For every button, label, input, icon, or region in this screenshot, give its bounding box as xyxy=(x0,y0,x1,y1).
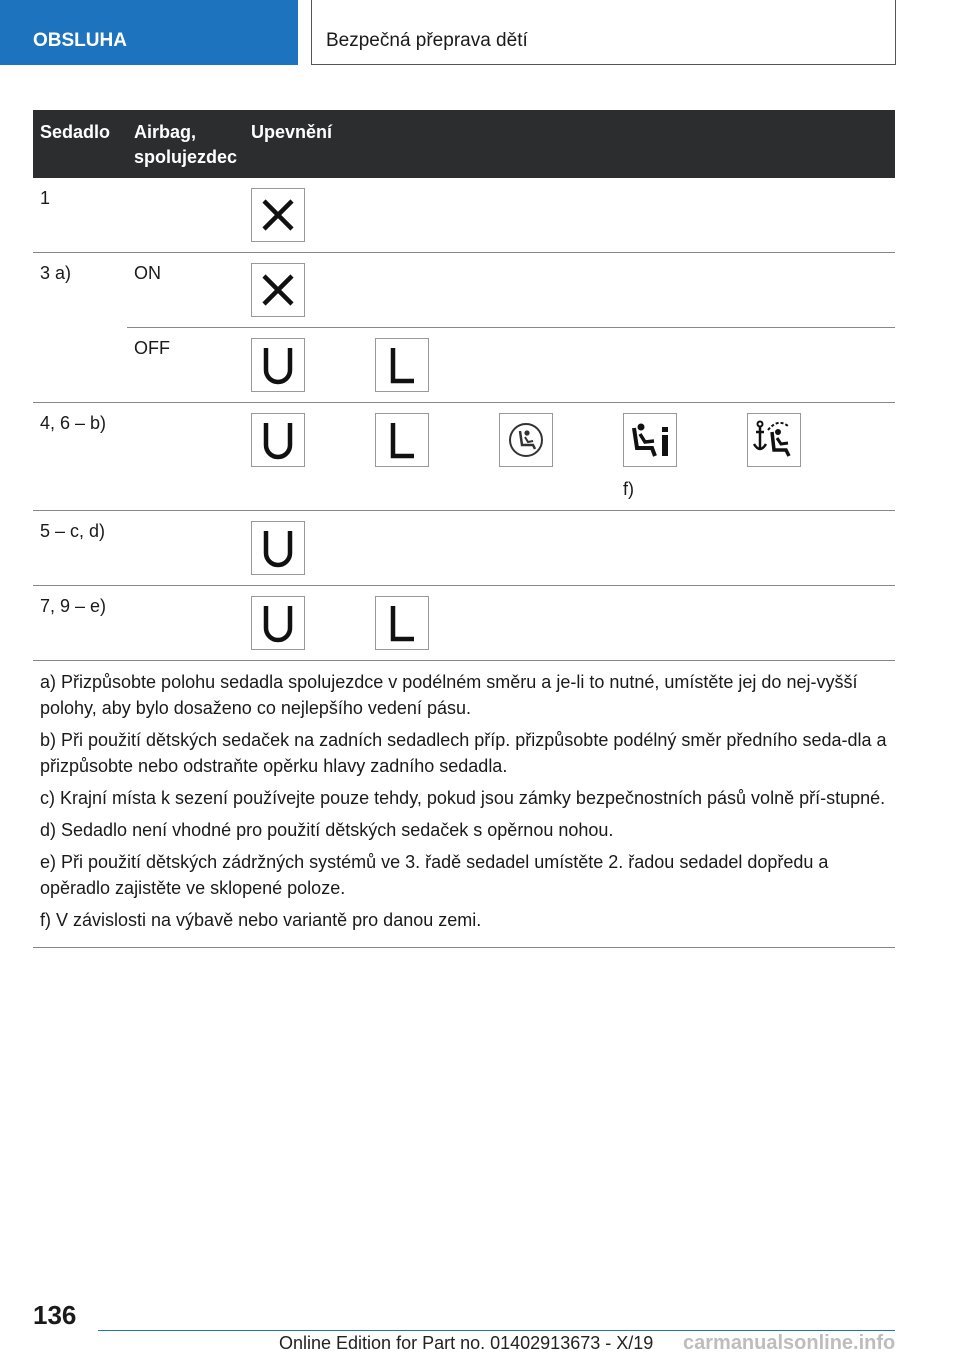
icon-slot xyxy=(499,413,623,467)
fixing-cell xyxy=(244,328,895,403)
fixing-icons xyxy=(251,188,888,242)
fixing-icons xyxy=(251,338,888,392)
universal-u-icon xyxy=(251,338,305,392)
edition-info: Online Edition for Part no. 01402913673 - X/19 xyxy=(279,1333,654,1353)
footnote-e: e) Při použití dětských zádržných systémů ve 3. řadě sedadel umístěte 2. řadou sedadel dopředu a opěradlo zajistěte ve sklopené poloze. xyxy=(40,852,829,898)
icon-slot xyxy=(747,413,871,467)
fixing-icons xyxy=(251,263,888,317)
seat-cell xyxy=(33,328,127,403)
airbag-cell xyxy=(127,586,244,661)
icon-slot xyxy=(623,413,747,500)
seat-cell: 5 – c, d) xyxy=(33,511,127,586)
section-tab[interactable]: OBSLUHA xyxy=(0,0,298,65)
universal-u-icon xyxy=(251,521,305,575)
col-header-seat: Sedadlo xyxy=(33,110,127,178)
footnotes xyxy=(33,659,895,948)
semi-universal-l-icon xyxy=(375,413,429,467)
icon-footnote-ref: f) xyxy=(623,479,635,499)
footnote-c: c) Krajní místa k sezení používejte pouze tehdy, pokud jsou zámky bezpečnostních pásů volně pří-stupné. xyxy=(40,788,886,808)
fixing-cell xyxy=(244,511,895,586)
airbag-cell xyxy=(127,178,244,253)
fixing-icons xyxy=(251,413,888,500)
icon-slot xyxy=(375,596,499,650)
icon-slot xyxy=(251,521,375,575)
airbag-cell: OFF xyxy=(127,328,244,403)
isofix-i-icon xyxy=(623,413,677,467)
table-row xyxy=(33,511,895,586)
page-number: 136 xyxy=(33,1300,77,1330)
seat-cell: 4, 6 – b) xyxy=(33,403,127,511)
i-size-seat-icon xyxy=(499,413,553,467)
icon-slot xyxy=(375,338,499,392)
page-title: Bezpečná přeprava dětí xyxy=(311,0,896,65)
col-header-airbag: Airbag, spolujezdec xyxy=(127,110,244,178)
footnote-a: a) Přizpůsobte polohu sedadla spolujezdce v podélném směru a je-li to nutné, umístěte jej do nej-vyšší polohy, aby bylo dosaženo co nejlepšího vedení pásu. xyxy=(40,672,858,718)
footnote-f: f) V závislosti na výbavě nebo variantě pro danou zemi. xyxy=(40,910,482,930)
icon-slot xyxy=(251,263,375,317)
icon-slot xyxy=(251,338,375,392)
cross-icon xyxy=(251,263,305,317)
child-seat-table xyxy=(33,110,895,661)
universal-u-icon xyxy=(251,413,305,467)
seat-cell: 7, 9 – e) xyxy=(33,586,127,661)
table-row xyxy=(33,403,895,511)
footnote-b: b) Při použití dětských sedaček na zadních sedadlech příp. přizpůsobte podélný směr předního seda-dla a přizpůsobte nebo odstraňte opěrku hlavy zadního sedadla. xyxy=(40,730,887,776)
table-row xyxy=(33,253,895,328)
fixing-cell xyxy=(244,403,895,511)
col-header-fixing: Upevnění xyxy=(244,110,895,178)
fixing-cell xyxy=(244,253,895,328)
isofix-anchor-icon xyxy=(747,413,801,467)
fixing-icons xyxy=(251,521,888,575)
table-row xyxy=(33,586,895,661)
airbag-cell xyxy=(127,403,244,511)
cross-icon xyxy=(251,188,305,242)
semi-universal-l-icon xyxy=(375,338,429,392)
semi-universal-l-icon xyxy=(375,596,429,650)
icon-slot xyxy=(251,596,375,650)
footer-divider xyxy=(98,1330,895,1331)
fixing-cell xyxy=(244,586,895,661)
watermark: carmanualsonline.info xyxy=(683,1332,896,1354)
icon-slot xyxy=(375,413,499,467)
seat-cell: 1 xyxy=(33,178,127,253)
airbag-cell: ON xyxy=(127,253,244,328)
universal-u-icon xyxy=(251,596,305,650)
fixing-cell xyxy=(244,178,895,253)
icon-slot xyxy=(251,413,375,467)
fixing-icons xyxy=(251,596,888,650)
icon-slot xyxy=(251,188,375,242)
table-row xyxy=(33,178,895,253)
footnote-d: d) Sedadlo není vhodné pro použití dětských sedaček s opěrnou nohou. xyxy=(40,820,614,840)
table-row xyxy=(33,328,895,403)
seat-cell: 3 a) xyxy=(40,263,72,283)
airbag-cell xyxy=(127,511,244,586)
